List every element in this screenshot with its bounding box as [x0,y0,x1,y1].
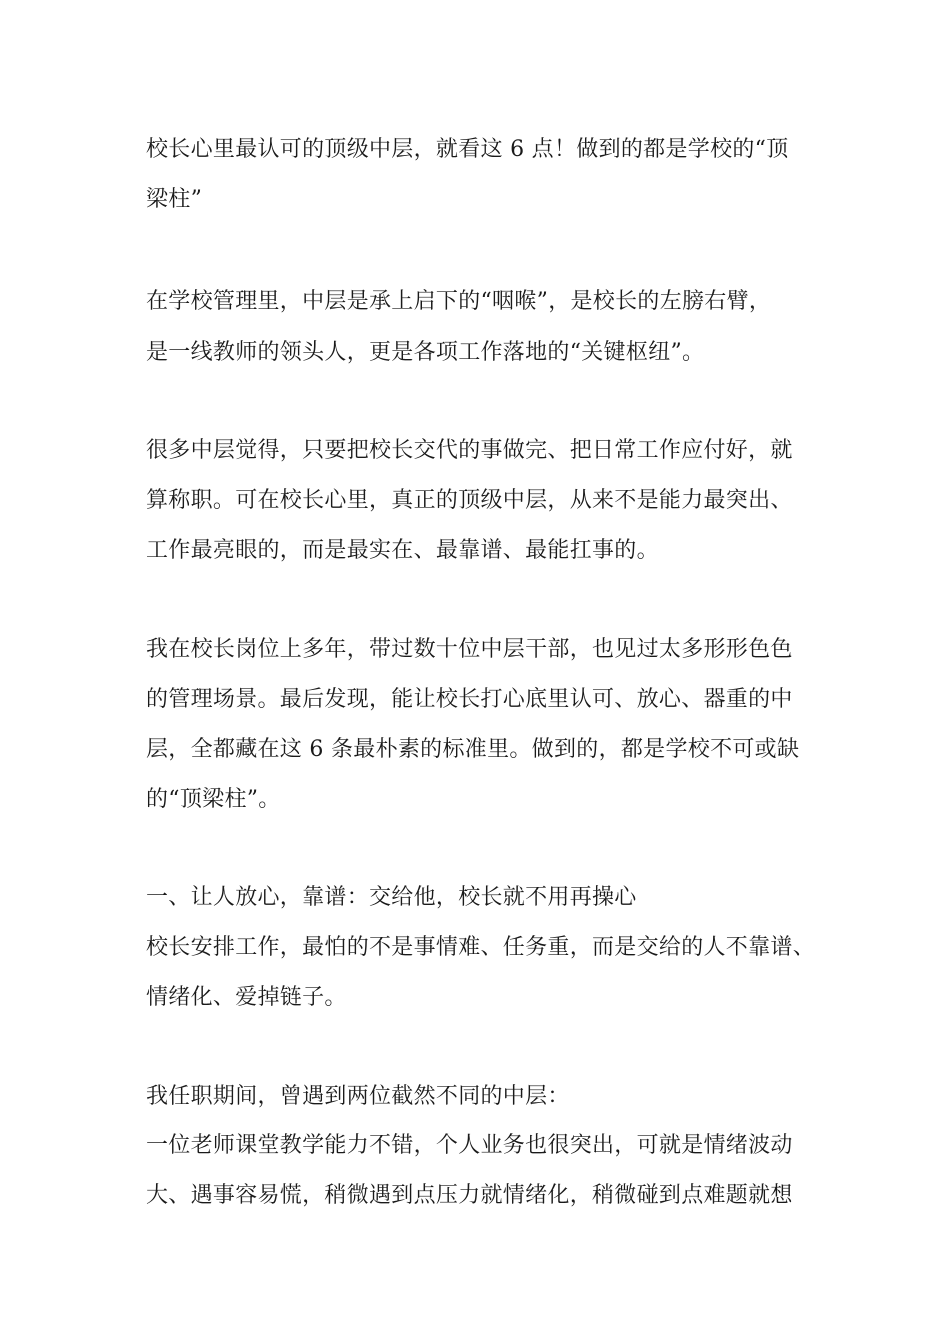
document-title-line-2: 梁柱” [146,187,203,212]
paragraph-2-line-2: 算称职。可在校长心里，真正的顶级中层，从来不是能力最突出、 [146,488,793,513]
paragraph-2-line-1: 很多中层觉得，只要把校长交代的事做完、把日常工作应付好，就 [146,438,793,463]
paragraph-5-line-1: 一位老师课堂教学能力不错，个人业务也很突出，可就是情绪波动 [146,1133,793,1158]
section-1-heading: 一、让人放心，靠谱：交给他，校长就不用再操心 [146,885,637,910]
paragraph-3-line-3: 层，全都藏在这 6 条最朴素的标准里。做到的，都是学校不可或缺 [146,737,800,762]
paragraph-3-line-2: 的管理场景。最后发现，能让校长打心底里认可、放心、器重的中 [146,687,793,712]
paragraph-4-line-1: 校长安排工作，最怕的不是事情难、任务重，而是交给的人不靠谱、 [146,935,816,960]
paragraph-2-line-3: 工作最亮眼的，而是最实在、最靠谱、最能扛事的。 [146,538,659,563]
document-title-line-1: 校长心里最认可的顶级中层，就看这 6 点！做到的都是学校的“顶 [146,137,789,162]
paragraph-5-intro: 我任职期间，曾遇到两位截然不同的中层： [146,1084,570,1109]
paragraph-3-line-1: 我在校长岗位上多年，带过数十位中层干部，也见过太多形形色色 [146,637,793,662]
paragraph-5-line-2: 大、遇事容易慌，稍微遇到点压力就情绪化，稍微碰到点难题就想 [146,1183,793,1208]
paragraph-1-line-2: 是一线教师的领头人，更是各项工作落地的“关键枢纽”。 [146,340,705,365]
paragraph-4-line-2: 情绪化、爱掉链子。 [146,985,347,1010]
paragraph-1-line-1: 在学校管理里，中层是承上启下的“咽喉”，是校长的左膀右臂， [146,289,772,314]
paragraph-3-line-4: 的“顶梁柱”。 [146,787,281,812]
